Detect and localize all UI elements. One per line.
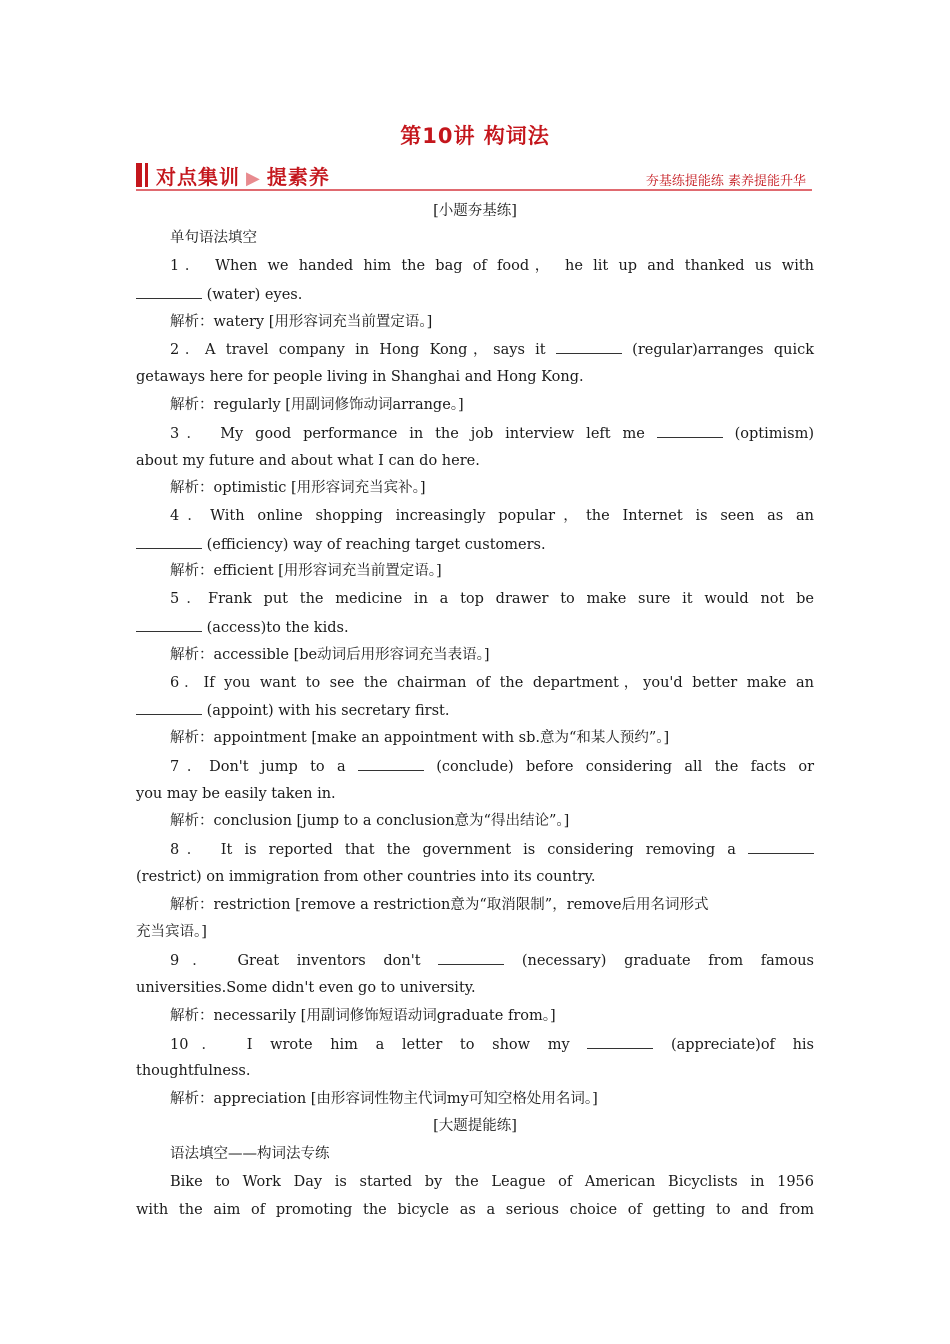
question-10-text-a: 10． I wrote him a letter to show my — [170, 1037, 570, 1053]
answer-label: 解析： — [170, 1091, 214, 1107]
answer-blank — [748, 839, 814, 854]
passage-line-1: Bike to Work Day is started by the League of American Bicyclists in 1956 — [170, 1174, 814, 1190]
question-4-line-1: 4．With online shopping increasingly popular，the Internet is seen as an — [170, 508, 814, 524]
answer-label: 解析： — [170, 813, 214, 829]
answer-blank — [136, 534, 202, 549]
question-7-text-a: 7．Don't jump to a — [170, 759, 346, 775]
answer-label: 解析： — [170, 314, 214, 330]
answer-3 — [170, 478, 814, 498]
section-banner — [136, 160, 812, 192]
question-2-text-b: (regular)arranges quick — [632, 342, 815, 358]
answer-9 — [170, 1006, 814, 1026]
answer-2 — [170, 395, 814, 415]
answer-blank — [657, 423, 723, 438]
question-1-line-2 — [136, 284, 814, 305]
banner-heading — [156, 161, 330, 190]
answer-text: necessarily [用副词修饰短语动词graduate from。] — [213, 1008, 556, 1024]
question-2-text-a: 2．A travel company in Hong Kong，says it — [170, 342, 546, 358]
banner-tagline: 夯基练提能练 素养提能升华 — [645, 174, 806, 189]
answer-blank — [438, 950, 504, 965]
answer-label: 解析： — [170, 480, 214, 496]
question-4-line-2 — [136, 534, 814, 555]
answer-text: efficient [用形容词充当前置定语。] — [213, 563, 442, 579]
answer-blank — [358, 756, 424, 771]
question-9-text-a: 9． Great inventors don't — [170, 953, 421, 969]
question-5-text: (access)to the kids. — [206, 620, 349, 636]
triangle-arrow-icon: ▶ — [246, 168, 261, 189]
question-5-line-1: 5．Frank put the medicine in a top drawer to make sure it would not be — [170, 591, 814, 607]
question-5-line-2 — [136, 617, 814, 638]
answer-text: conclusion [jump to a conclusion意为“得出结论”。] — [213, 813, 570, 829]
answer-text: accessible [be动词后用形容词充当表语。] — [213, 647, 490, 663]
question-7-text-b: (conclude) before considering all the facts or — [436, 759, 815, 775]
section-heading-1: [小题夯基练] — [433, 203, 517, 219]
answer-blank — [136, 700, 202, 715]
question-3-line-2: about my future and about what I can do here. — [136, 453, 480, 469]
question-8-text-a: 8． It is reported that the government is considering removing a — [170, 842, 736, 858]
answer-text: restriction [remove a restriction意为“取消限制”，remove后用名词形式 — [213, 897, 709, 913]
subsection-heading-2: 语法填空——构词法专练 — [170, 1146, 330, 1162]
answer-label: 解析： — [170, 563, 214, 579]
answer-label: 解析： — [170, 730, 214, 746]
question-2-line-1 — [170, 339, 814, 360]
question-3-line-1 — [170, 423, 814, 444]
answer-text: regularly [用副词修饰动词arrange。] — [213, 397, 464, 413]
question-8-line-1 — [170, 839, 814, 860]
question-3-text-a: 3． My good performance in the job interview left me — [170, 426, 645, 442]
subsection-heading-1: 单句语法填空 — [170, 230, 257, 246]
answer-1 — [170, 312, 814, 332]
passage-line-2: with the aim of promoting the bicycle as a serious choice of getting to and from — [136, 1202, 814, 1218]
answer-text: optimistic [用形容词充当宾补。] — [213, 480, 426, 496]
question-7-line-1 — [170, 756, 814, 777]
answer-7 — [170, 811, 814, 831]
question-1-text: (water) eyes. — [206, 287, 303, 303]
answer-blank — [136, 284, 202, 299]
answer-4 — [170, 561, 814, 581]
question-9-line-1 — [170, 950, 814, 971]
question-4-text: (efficiency) way of reaching target customers. — [206, 537, 546, 553]
page-title: 第10讲 构词法 — [400, 124, 550, 148]
question-10-line-2: thoughtfulness. — [136, 1063, 251, 1079]
answer-label: 解析： — [170, 397, 214, 413]
banner-heading-a: 对点集训 — [156, 165, 240, 189]
answer-blank — [136, 617, 202, 632]
question-9-text-b: (necessary) graduate from famous — [521, 953, 814, 969]
answer-8-line-2: 充当宾语。] — [136, 924, 207, 940]
answer-text: appointment [make an appointment with sb.意为“和某人预约”。] — [213, 730, 670, 746]
answer-8 — [170, 895, 814, 915]
question-2-line-2: getaways here for people living in Shanghai and Hong Kong. — [136, 369, 584, 385]
answer-label: 解析： — [170, 647, 214, 663]
section-heading-2: [大题提能练] — [433, 1118, 517, 1134]
answer-blank — [587, 1034, 653, 1049]
banner-bar-thin — [145, 163, 148, 187]
answer-label: 解析： — [170, 897, 214, 913]
answer-5 — [170, 645, 814, 665]
answer-text: watery [用形容词充当前置定语。] — [213, 314, 433, 330]
answer-blank — [556, 339, 622, 354]
question-6-line-2 — [136, 700, 814, 721]
question-3-text-b: (optimism) — [734, 426, 815, 442]
answer-6 — [170, 728, 814, 748]
question-8-line-2: (restrict) on immigration from other countries into its country. — [136, 869, 596, 885]
answer-text: appreciation [由形容词性物主代词my可知空格处用名词。] — [213, 1091, 598, 1107]
question-10-text-b: (appreciate)of his — [670, 1037, 814, 1053]
question-10-line-1 — [170, 1034, 814, 1055]
question-6-line-1: 6．If you want to see the chairman of the department，you'd better make an — [170, 675, 814, 691]
banner-heading-b: 提素养 — [266, 165, 330, 189]
banner-underline — [136, 189, 812, 191]
question-7-line-2: you may be easily taken in. — [136, 786, 336, 802]
question-6-text: (appoint) with his secretary first. — [206, 703, 450, 719]
banner-bar — [136, 163, 142, 187]
answer-10 — [170, 1089, 814, 1109]
question-9-line-2: universities.Some didn't even go to university. — [136, 980, 476, 996]
answer-label: 解析： — [170, 1008, 214, 1024]
question-1-line-1: 1． When we handed him the bag of food， he lit up and thanked us with — [170, 258, 814, 274]
